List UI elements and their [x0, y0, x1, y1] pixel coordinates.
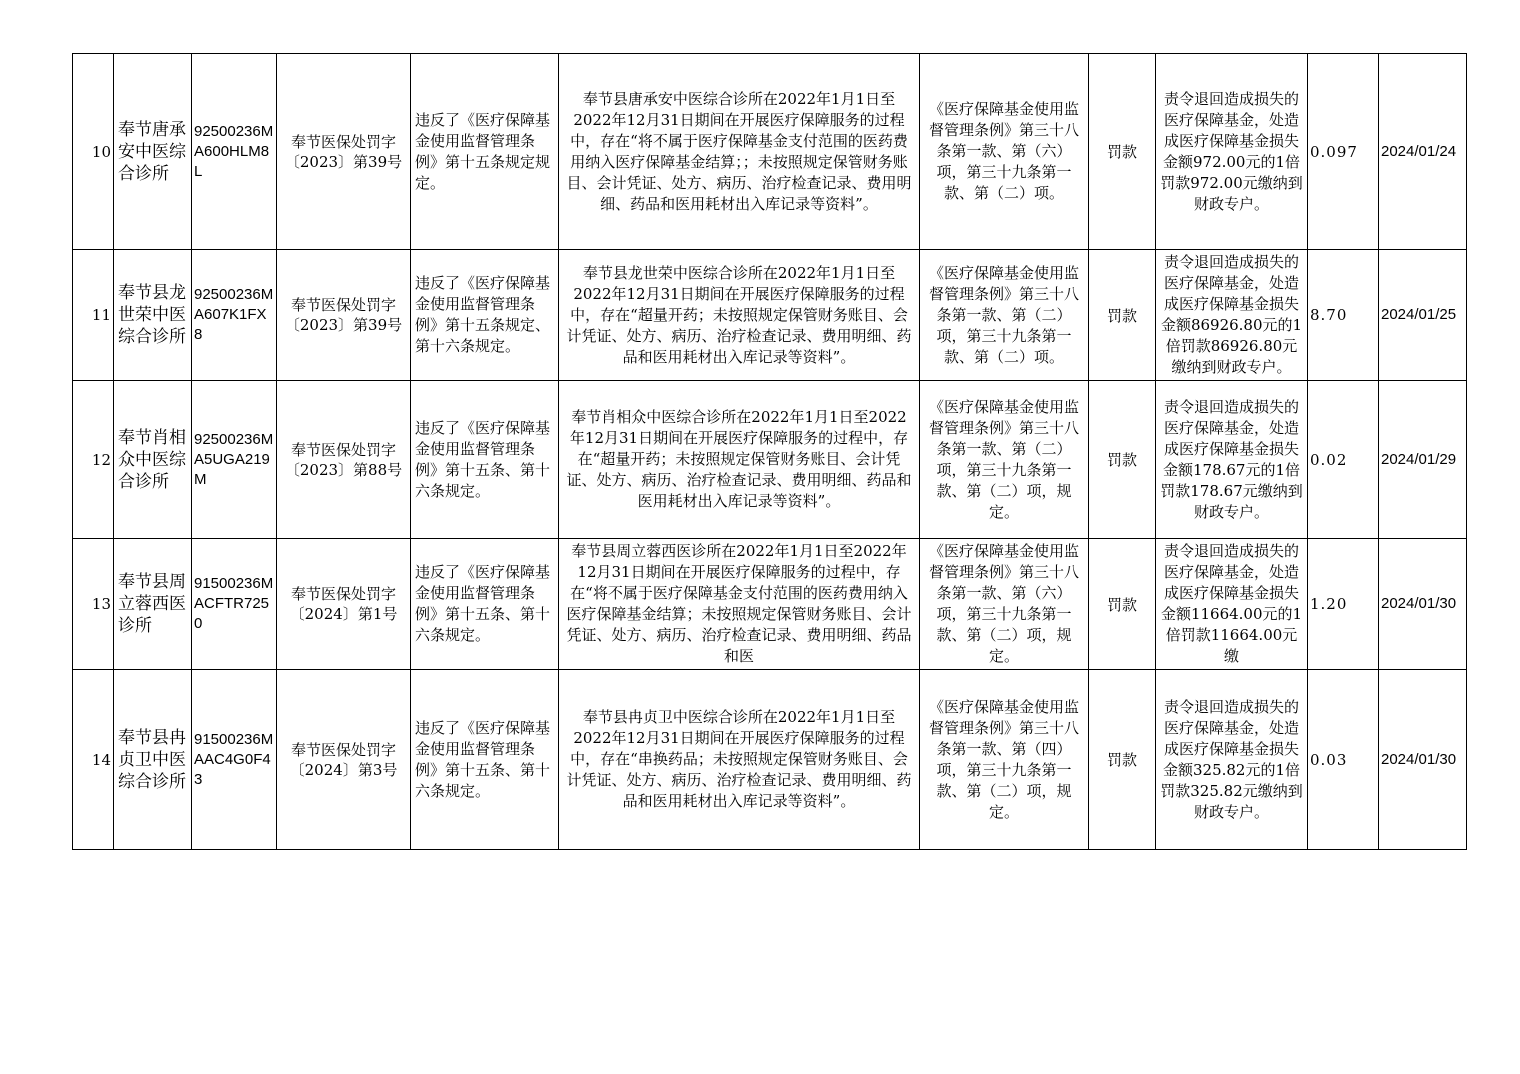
entity-name: 奉节县周立蓉西医诊所 — [118, 572, 186, 636]
penalty-result: 责令退回造成损失的医疗保障基金，处造成医疗保障基金损失金额86926.80元的1倍罚款86926.80元缴纳到财政专户。 — [1160, 253, 1303, 376]
cell-decision-date — [1379, 54, 1467, 250]
penalty-result: 责令退回造成损失的医疗保障基金，处造成医疗保障基金损失金额325.82元的1倍罚款325.82元缴纳到财政专户。 — [1160, 697, 1303, 821]
violation-basis: 违反了《医疗保障基金使用监督管理条例》第十五条、第十六条规定。 — [415, 418, 551, 500]
penalty-result: 责令退回造成损失的医疗保障基金，处造成医疗保障基金损失金额972.00元的1倍罚款972.00元缴纳到财政专户。 — [1160, 89, 1303, 213]
cell-penalty-law — [920, 670, 1089, 850]
cell-penalty-amount — [1308, 670, 1379, 850]
table-row — [73, 381, 1467, 539]
penalty-type: 罚款 — [1106, 306, 1137, 325]
cell-violation-basis — [411, 54, 559, 250]
cell-decision-number — [277, 670, 411, 850]
decision-number: 奉节医保处罚字〔2023〕第88号 — [284, 440, 403, 479]
violation-facts: 奉节县周立蓉西医诊所在2022年1月1日至2022年12月31日期间在开展医疗保障服务的过程中，存在“将不属于医疗保障基金支付范围的医药费用纳入医疗保障基金结算；未按照规定保管财务账目、会计凭证、处方、病历、治疗检查记录、费用明细、药品和医 — [566, 542, 912, 665]
cell-violation-facts — [559, 381, 920, 539]
penalty-type: 罚款 — [1106, 451, 1137, 469]
table-row — [73, 54, 1467, 250]
penalty-law: 《医疗保障基金使用监督管理条例》第三十八条第一款、第（二）项，第三十九条第一款、第（二）项，规定。 — [928, 397, 1079, 521]
row-number: 13 — [91, 595, 111, 613]
violation-basis: 违反了《医疗保障基金使用监督管理条例》第十五条规定规定。 — [415, 110, 551, 192]
penalty-result: 责令退回造成损失的医疗保障基金，处造成医疗保障基金损失金额178.67元的1倍罚款178.67元缴纳到财政专户。 — [1160, 397, 1303, 521]
cell-row-number — [73, 250, 114, 381]
entity-name: 奉节肖相众中医综合诊所 — [118, 427, 186, 492]
cell-penalty-result — [1156, 670, 1308, 850]
cell-credit-code — [192, 250, 277, 381]
decision-number: 奉节医保处罚字〔2024〕第1号 — [289, 585, 398, 623]
violation-basis: 违反了《医疗保障基金使用监督管理条例》第十五条、第十六条规定。 — [415, 563, 551, 644]
credit-code: 91500236MAAC4G0F43 — [194, 730, 274, 788]
cell-credit-code — [192, 54, 277, 250]
cell-decision-number — [277, 539, 411, 670]
row-number: 11 — [91, 306, 111, 324]
cell-violation-facts — [559, 539, 920, 670]
row-number: 10 — [91, 142, 111, 161]
cell-decision-date — [1379, 250, 1467, 381]
cell-decision-date — [1379, 670, 1467, 850]
decision-date: 2024/01/30 — [1381, 750, 1457, 768]
cell-penalty-amount — [1308, 539, 1379, 670]
penalty-amount: 8.70 — [1310, 306, 1348, 324]
cell-penalty-law — [920, 250, 1089, 381]
cell-penalty-type — [1089, 250, 1156, 381]
cell-penalty-result — [1156, 250, 1308, 381]
penalty-law: 《医疗保障基金使用监督管理条例》第三十八条第一款、第（六）项，第三十九条第一款、第（二）项。 — [928, 100, 1079, 202]
penalty-amount: 0.02 — [1310, 450, 1348, 469]
cell-decision-number — [277, 250, 411, 381]
penalty-type: 罚款 — [1106, 751, 1137, 769]
cell-penalty-type — [1089, 54, 1156, 250]
decision-number: 奉节医保处罚字〔2024〕第3号 — [289, 740, 398, 779]
cell-entity-name — [114, 539, 192, 670]
cell-penalty-result — [1156, 539, 1308, 670]
penalty-amount: 0.097 — [1310, 142, 1358, 161]
cell-decision-number — [277, 381, 411, 539]
cell-violation-facts — [559, 54, 920, 250]
cell-row-number — [73, 381, 114, 539]
cell-penalty-type — [1089, 670, 1156, 850]
penalty-amount: 1.20 — [1310, 595, 1348, 613]
cell-violation-basis — [411, 539, 559, 670]
penalty-law: 《医疗保障基金使用监督管理条例》第三十八条第一款、第（四）项，第三十九条第一款、第（二）项，规定。 — [928, 697, 1079, 821]
penalty-result: 责令退回造成损失的医疗保障基金，处造成医疗保障基金损失金额11664.00元的1倍罚款11664.00元缴 — [1160, 542, 1303, 665]
cell-decision-date — [1379, 539, 1467, 670]
cell-credit-code — [192, 670, 277, 850]
cell-entity-name — [114, 381, 192, 539]
cell-violation-facts — [559, 670, 920, 850]
cell-violation-basis — [411, 670, 559, 850]
penalty-law: 《医疗保障基金使用监督管理条例》第三十八条第一款、第（六）项，第三十九条第一款、第（二）项，规定。 — [928, 542, 1079, 665]
cell-credit-code — [192, 539, 277, 670]
cell-credit-code — [192, 381, 277, 539]
credit-code: 92500236MA607K1FX8 — [194, 286, 274, 343]
cell-penalty-amount — [1308, 381, 1379, 539]
decision-date: 2024/01/29 — [1381, 450, 1457, 468]
violation-facts: 奉节县龙世荣中医综合诊所在2022年1月1日至2022年12月31日期间在开展医疗保障服务的过程中，存在“超量开药；未按照规定保管财务账目、会计凭证、处方、病历、治疗检查记录、费用明细、药品和医用耗材出入库记录等资料”。 — [566, 263, 912, 366]
penalty-type: 罚款 — [1106, 595, 1137, 614]
violation-facts: 奉节县冉贞卫中医综合诊所在2022年1月1日至2022年12月31日期间在开展医疗保障服务的过程中，存在“串换药品；未按照规定保管财务账目、会计凭证、处方、病历、治疗检查记录、费用明细、药品和医用耗材出入库记录等资料”。 — [566, 708, 912, 810]
cell-penalty-type — [1089, 539, 1156, 670]
cell-violation-basis — [411, 250, 559, 381]
table-row — [73, 250, 1467, 381]
cell-penalty-amount — [1308, 250, 1379, 381]
cell-penalty-type — [1089, 381, 1156, 539]
cell-violation-basis — [411, 381, 559, 539]
entity-name: 奉节县龙世荣中医综合诊所 — [118, 283, 186, 347]
violation-basis: 违反了《医疗保障基金使用监督管理条例》第十五条规定、第十六条规定。 — [415, 274, 551, 355]
cell-row-number — [73, 54, 114, 250]
penalty-type: 罚款 — [1106, 143, 1137, 161]
cell-decision-date — [1379, 381, 1467, 539]
decision-number: 奉节医保处罚字〔2023〕第39号 — [284, 296, 403, 334]
violation-basis: 违反了《医疗保障基金使用监督管理条例》第十五条、第十六条规定。 — [415, 718, 551, 800]
entity-name: 奉节县冉贞卫中医综合诊所 — [118, 727, 186, 792]
penalty-law: 《医疗保障基金使用监督管理条例》第三十八条第一款、第（二）项，第三十九条第一款、第（二）项。 — [928, 263, 1079, 366]
violation-facts: 奉节肖相众中医综合诊所在2022年1月1日至2022年12月31日期间在开展医疗保障服务的过程中，存在“超量开药；未按照规定保管财务账目、会计凭证、处方、病历、治疗检查记录、费用明细、药品和医用耗材出入库记录等资料”。 — [566, 408, 912, 510]
row-number: 12 — [91, 450, 111, 469]
table-row — [73, 539, 1467, 670]
decision-number: 奉节医保处罚字〔2023〕第39号 — [284, 132, 403, 171]
cell-penalty-amount — [1308, 54, 1379, 250]
cell-row-number — [73, 670, 114, 850]
table-row — [73, 670, 1467, 850]
cell-row-number — [73, 539, 114, 670]
credit-code: 92500236MA600HLM8L — [194, 122, 274, 180]
credit-code: 92500236MA5UGA219M — [194, 430, 274, 488]
cell-penalty-law — [920, 381, 1089, 539]
cell-penalty-law — [920, 539, 1089, 670]
violation-facts: 奉节县唐承安中医综合诊所在2022年1月1日至2022年12月31日期间在开展医疗保障服务的过程中，存在“将不属于医疗保障基金支付范围的医药费用纳入医疗保障基金结算；；未按照规定保管财务账目、会计凭证、处方、病历、治疗检查记录、费用明细、药品和医用耗材出入库记录等资料”。 — [566, 89, 912, 213]
decision-date: 2024/01/25 — [1381, 306, 1457, 323]
row-number: 14 — [91, 750, 111, 769]
credit-code: 91500236MACFTR7250 — [194, 575, 274, 632]
decision-date: 2024/01/24 — [1381, 142, 1457, 160]
cell-penalty-law — [920, 54, 1089, 250]
decision-date: 2024/01/30 — [1381, 595, 1457, 612]
penalty-table — [72, 53, 1467, 850]
entity-name: 奉节唐承安中医综合诊所 — [118, 119, 186, 184]
cell-entity-name — [114, 54, 192, 250]
cell-penalty-result — [1156, 54, 1308, 250]
cell-penalty-result — [1156, 381, 1308, 539]
cell-violation-facts — [559, 250, 920, 381]
cell-entity-name — [114, 250, 192, 381]
penalty-amount: 0.03 — [1310, 750, 1348, 769]
cell-decision-number — [277, 54, 411, 250]
cell-entity-name — [114, 670, 192, 850]
